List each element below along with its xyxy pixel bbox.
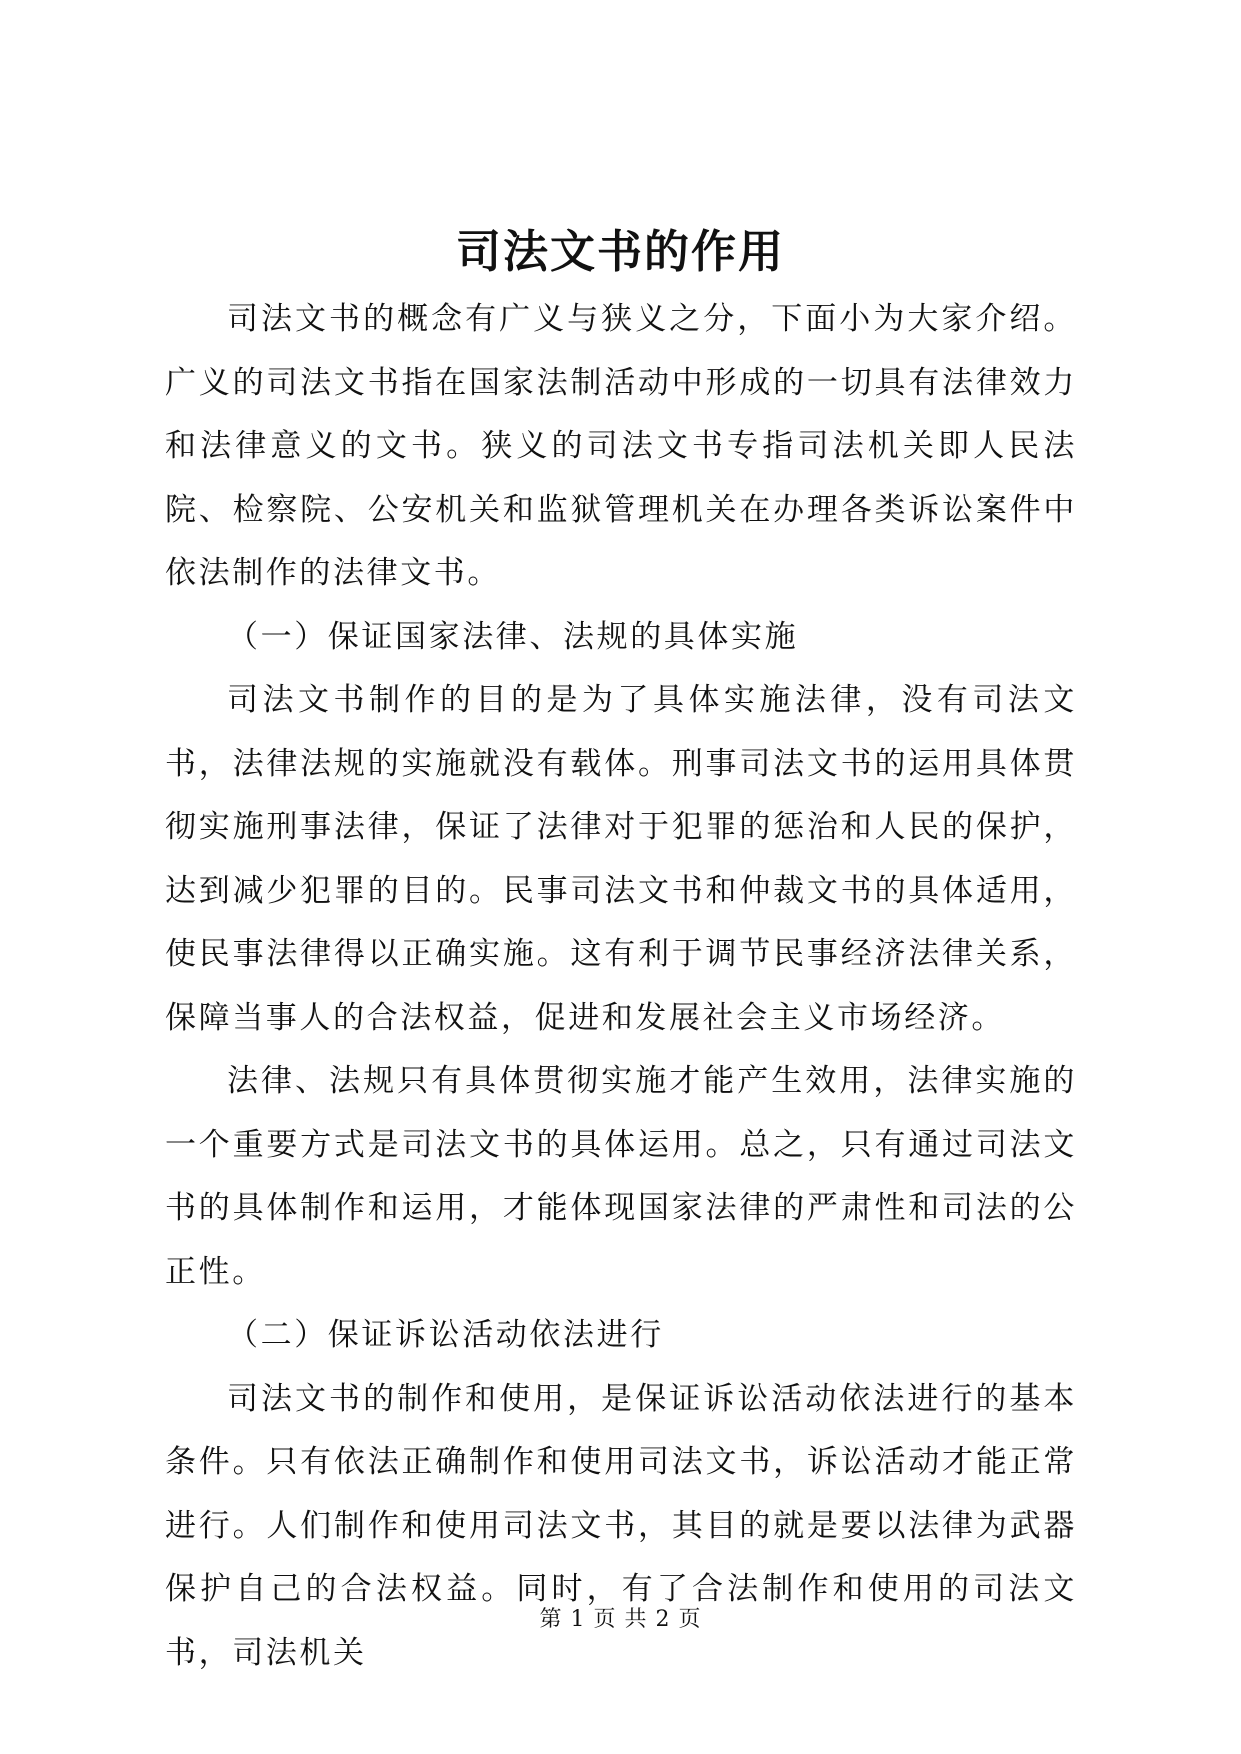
paragraph-intro: 司法文书的概念有广义与狭义之分，下面小为大家介绍。广义的司法文书指在国家法制活动中形成的一切具有法律效力和法律意义的文书。狭义的司法文书专指司法机关即人民法院、检察院、公安机关和监狱管理机关在办理各类诉讼案件中依法制作的法律文书。	[165, 301, 1077, 591]
section-heading-2: （二）保证诉讼活动依法进行	[227, 1317, 664, 1353]
paragraph-section1-b: 法律、法规只有具体贯彻实施才能产生效用，法律实施的一个重要方式是司法文书的具体运用。总之，只有通过司法文书的具体制作和运用，才能体现国家法律的严肃性和司法的公正性。	[165, 1063, 1077, 1290]
page-footer: 第 1 页 共 2 页	[539, 1607, 702, 1632]
document-title: 司法文书的作用	[455, 225, 785, 278]
document-body	[165, 288, 1077, 1685]
paragraph-section1-a: 司法文书制作的目的是为了具体实施法律，没有司法文书，法律法规的实施就没有载体。刑事司法文书的运用具体贯彻实施刑事法律，保证了法律对于犯罪的惩治和人民的保护，达到减少犯罪的目的。民事司法文书和仲裁文书的具体适用，使民事法律得以正确实施。这有利于调节民事经济法律关系，保障当事人的合法权益，促进和发展社会主义市场经济。	[165, 682, 1077, 1036]
paragraph-section2-a: 司法文书的制作和使用，是保证诉讼活动依法进行的基本条件。只有依法正确制作和使用司法文书，诉讼活动才能正常进行。人们制作和使用司法文书，其目的就是要以法律为武器保护自己的合法权益。同时，有了合法制作和使用的司法文书，司法机关	[165, 1380, 1077, 1671]
section-heading-1: （一）保证国家法律、法规的具体实施	[227, 618, 799, 655]
